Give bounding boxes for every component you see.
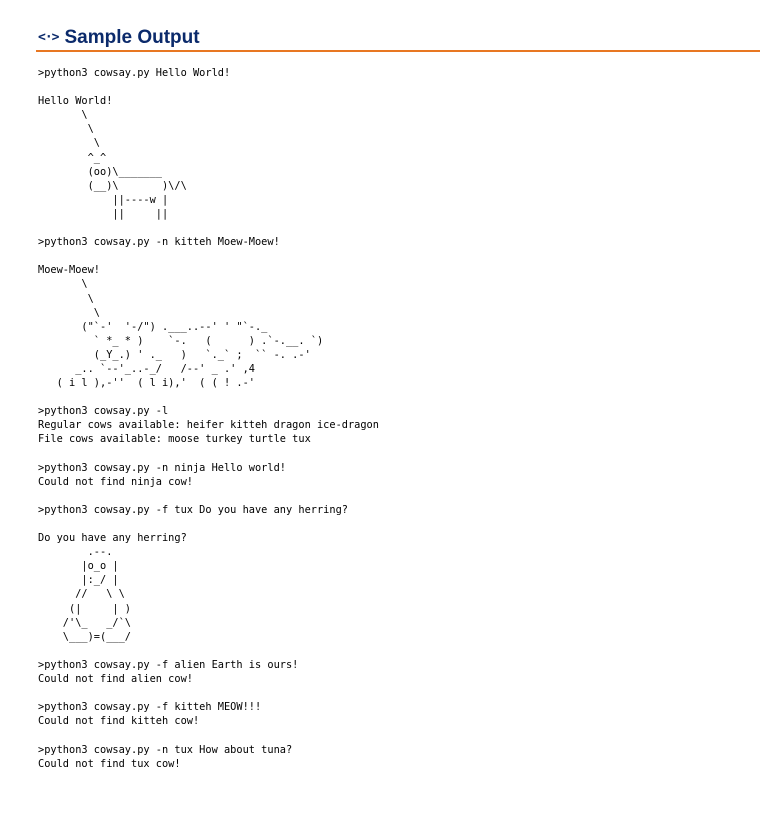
header-divider xyxy=(36,50,760,52)
section-title: Sample Output xyxy=(64,27,200,48)
sample-output-console: >python3 cowsay.py Hello World! Hello World! \ \ \ ^_^ (oo)\_______ (__)\ )\/\ ||----w | || || >python3 cowsay.py -n kitteh Moew-Moew! Moew-Moew! \ \ \ ("`-' '-/") .___..--' ' "`-._ ` *_ * ) `-. ( ) .`-.__. `) (_Y_.) ' ._ ) `._` ; `` -. .-' _.. `--'_..-_/ /--' _ .' ,4 ( i l ),-'' ( l i),' ( ( ! .-' >python3 cowsay.py -l Regular cows available: heifer kitteh dragon ice-dragon File cows available: moose turkey turtle tux >python3 cowsay.py -n ninja Hello world! Could not find ninja cow! >python3 cowsay.py -f tux Do you have any herring? Do you have any herring? .--. |o_o | |:_/ | // \ \ (| | ) /'\_ _/`\ \___)=(___/ >python3 cowsay.py -f alien Earth is ours! Could not find alien cow! >python3 cowsay.py -f kitteh MEOW!!! Could not find kitteh cow! >python3 cowsay.py -n tux How about tuna? Could not find tux cow! xyxy=(38,67,379,770)
section-header xyxy=(38,26,200,50)
code-arrows-icon: <·> xyxy=(38,30,59,45)
